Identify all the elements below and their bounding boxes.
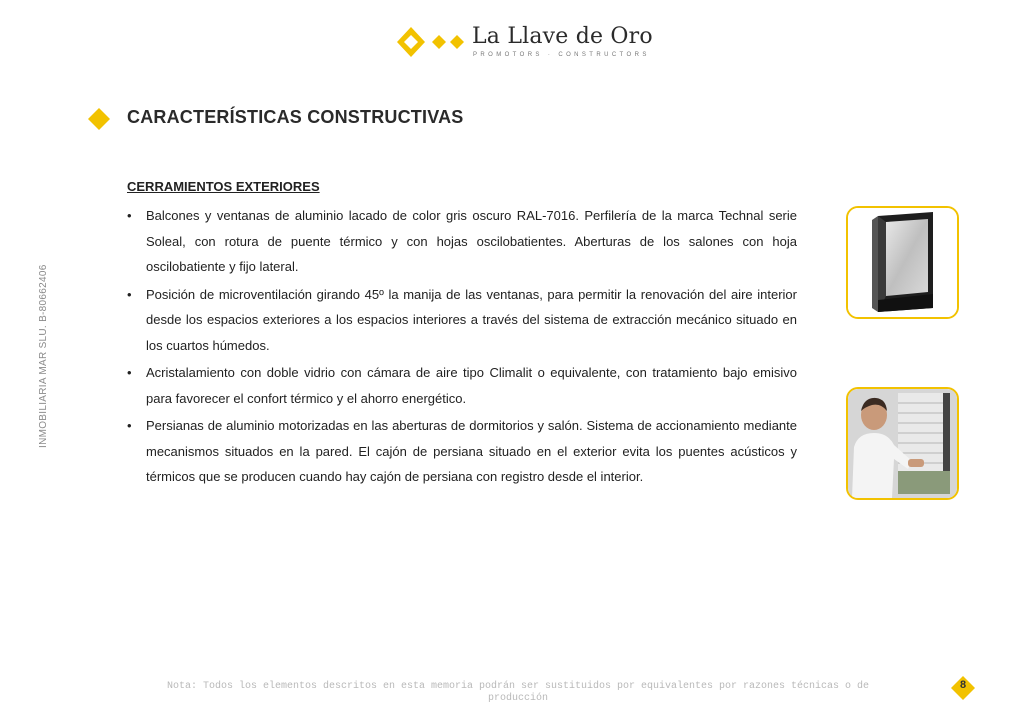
logo-diamonds-icon xyxy=(396,26,468,58)
brand-logo xyxy=(396,22,653,62)
features-list xyxy=(127,203,797,492)
list-item xyxy=(127,413,797,490)
person-window-icon xyxy=(848,389,957,498)
window-frame-icon xyxy=(848,208,957,317)
list-item-text: Balcones y ventanas de aluminio lacado de color gris oscuro RAL-7016. Perfilería de la marca Technal serie Soleal, con rotura de puente térmico y con hojas oscilobatientes. Aberturas de los salones con hoja oscilobatiente y fijo lateral. xyxy=(146,208,797,274)
brand-tagline: PROMOTORS · CONSTRUCTORS xyxy=(473,52,650,58)
footer-note: Nota: Todos los elementos descritos en esta memoria podrán ser sustituidos por equivalentes por razones técnicas o de producción xyxy=(166,681,870,704)
brand-name: La Llave de Oro xyxy=(472,24,653,49)
window-person-image xyxy=(846,387,959,500)
company-id-text: INMOBILIARIA MAR SLU. B-80662406 xyxy=(38,264,49,448)
list-item xyxy=(127,203,797,280)
bullet-icon: • xyxy=(127,286,132,302)
bullet-icon: • xyxy=(127,365,132,380)
list-item xyxy=(127,360,797,411)
list-item-text: Acristalamiento con doble vidrio con cámara de aire tipo Climalit o equivalente, con tratamiento bajo emisivo para favorecer el confort térmico y el ahorro energético. xyxy=(146,365,797,406)
page-title: CARACTERÍSTICAS CONSTRUCTIVAS xyxy=(127,107,464,127)
page-number: 8 xyxy=(959,679,967,691)
list-item-text: Persianas de aluminio motorizadas en las aberturas de dormitorios y salón. Sistema de accionamiento mediante mecanismos situados en la pared. El cajón de persiana situado en el exterior evita los puentes acústicos y térmicos que se producen cuando hay cajón de persiana con registro desde el interior. xyxy=(146,418,797,484)
title-diamond-icon xyxy=(88,108,110,130)
window-profile-image xyxy=(846,206,959,319)
list-item-text: Posición de microventilación girando 45º la manija de las ventanas, para permitir la renovación del aire interior desde los espacios exteriores a los espacios interiores a través del sistema de extracción mecánico situado en los cuartos húmedos. xyxy=(146,286,797,353)
list-item xyxy=(127,282,797,359)
bullet-icon: • xyxy=(127,208,132,223)
section-heading: CERRAMIENTOS EXTERIORES xyxy=(127,179,320,194)
bullet-icon: • xyxy=(127,418,132,433)
